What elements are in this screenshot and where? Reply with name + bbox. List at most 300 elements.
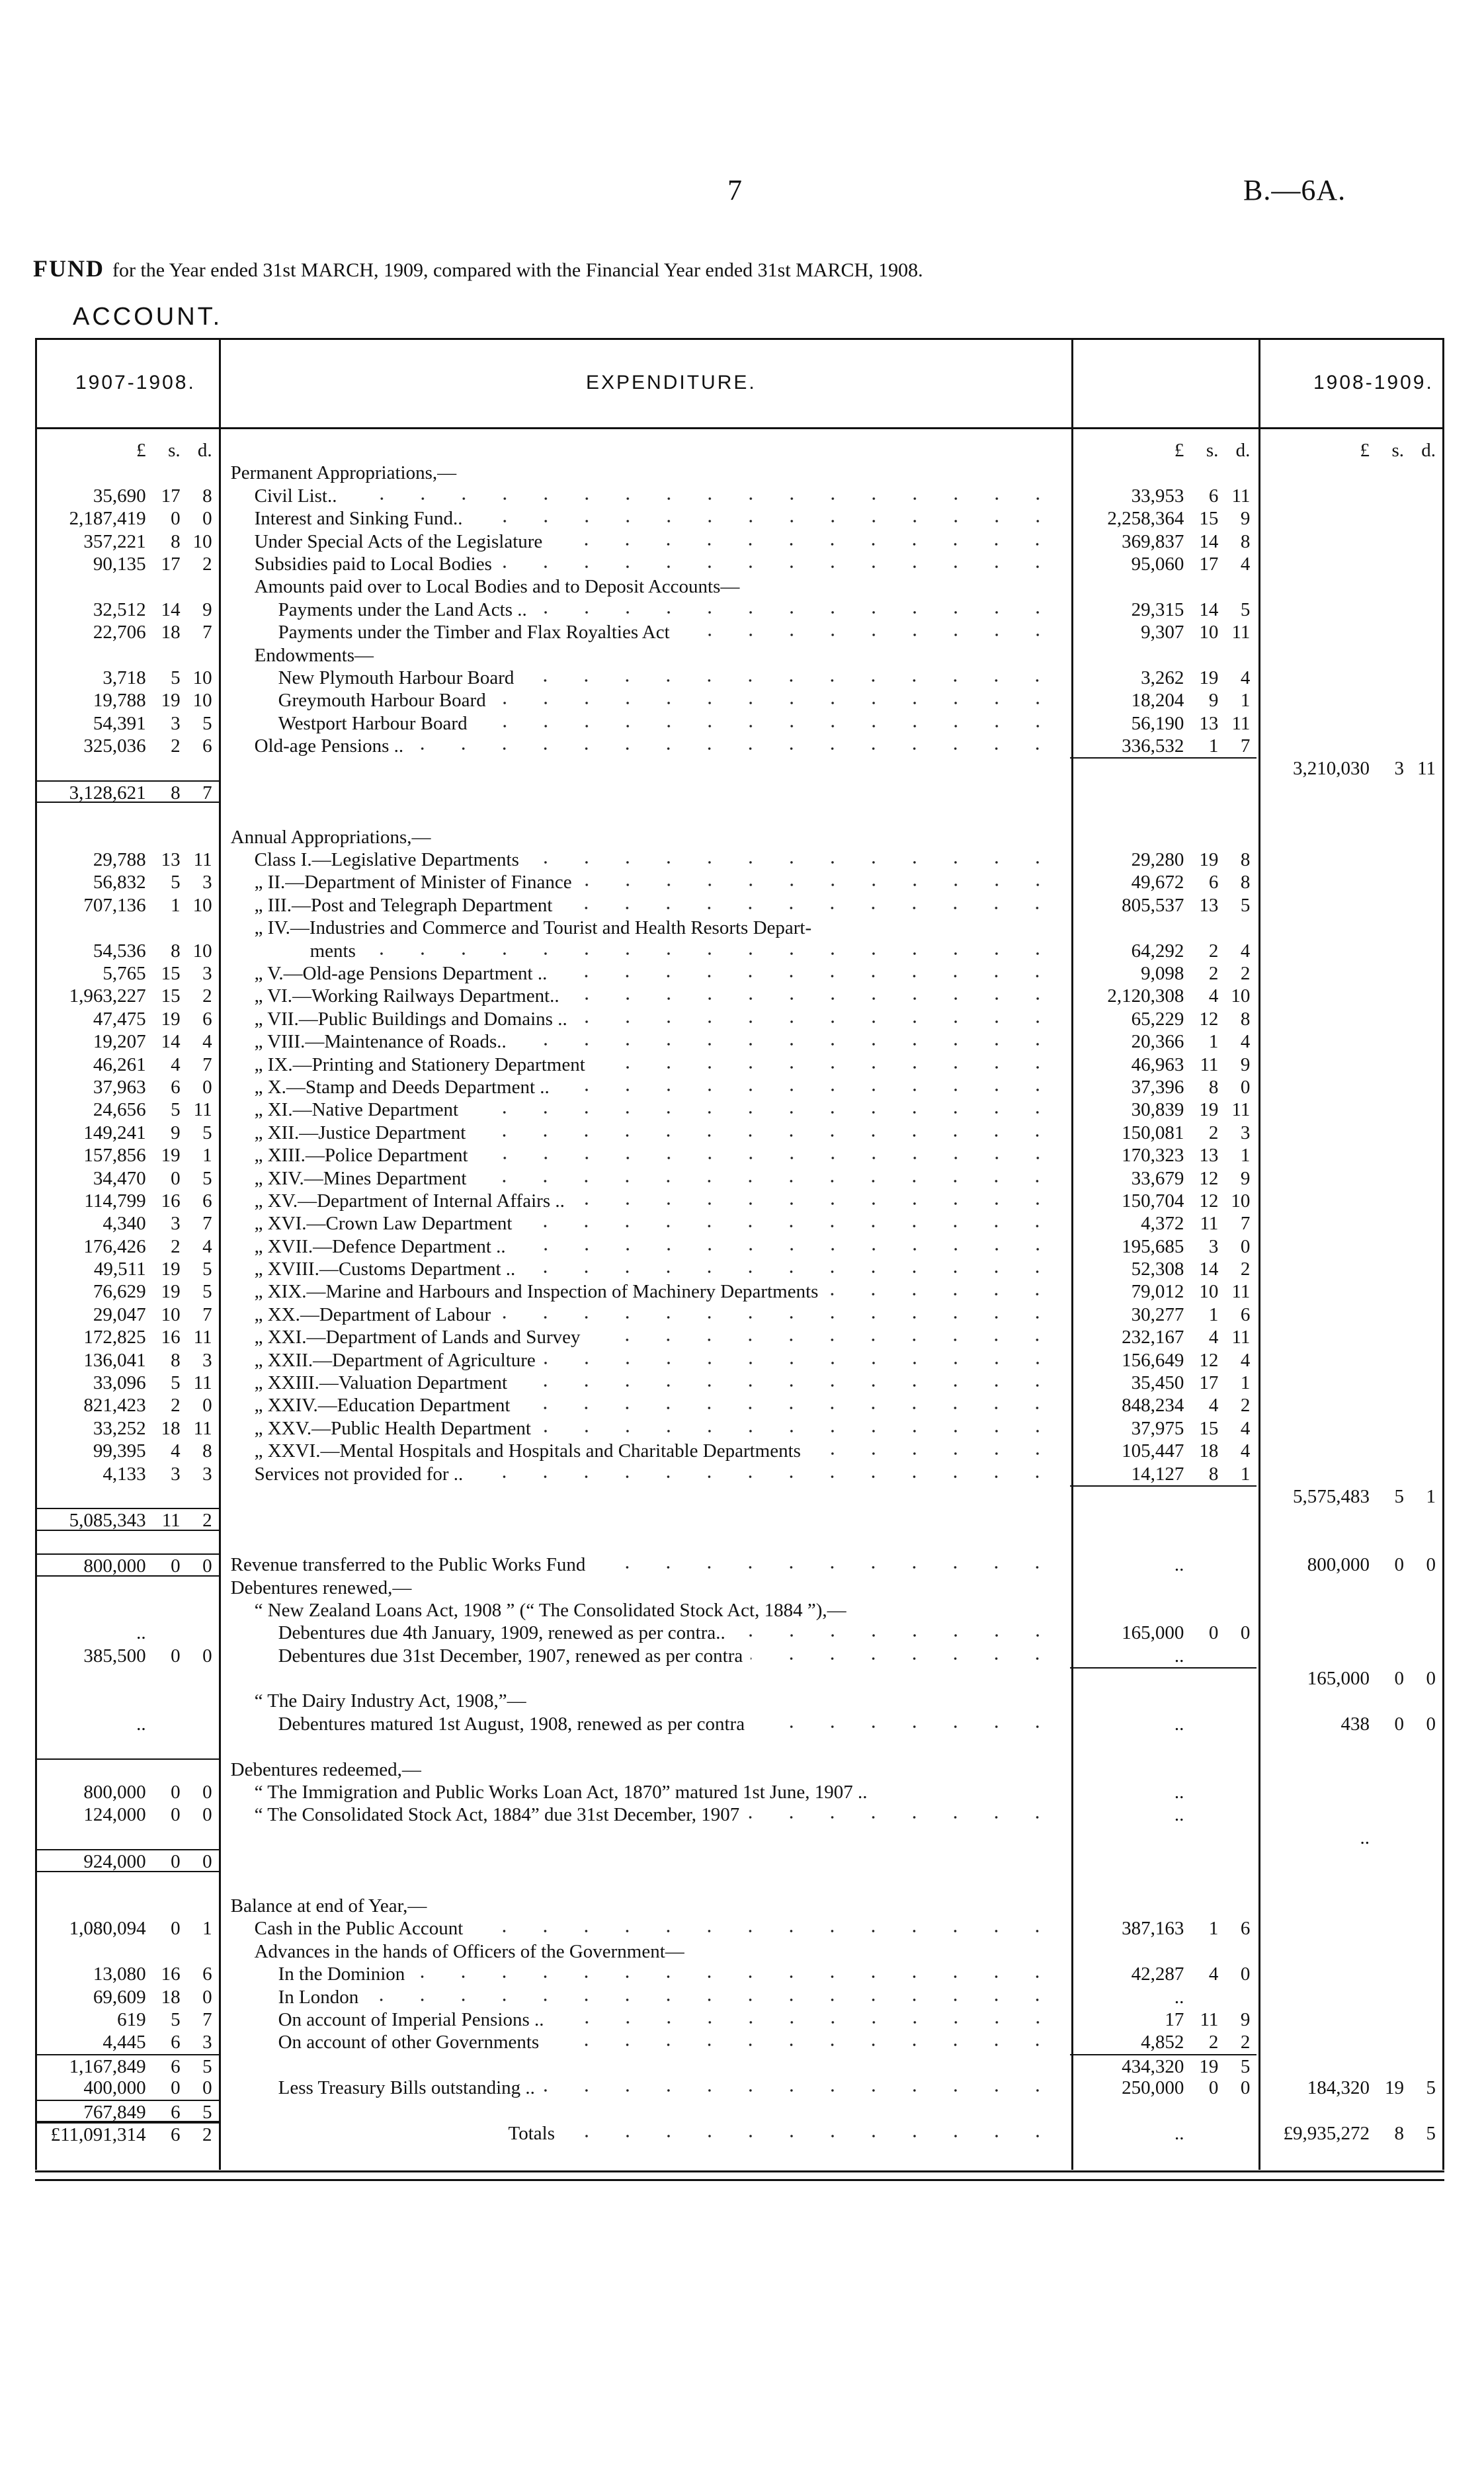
amount-shillings: 5: [171, 667, 181, 688]
item-label: „ XI.—Native Department: [254, 1099, 459, 1121]
amount-1908-1909: [1070, 1440, 1257, 1462]
amount-shillings: 5: [171, 1099, 181, 1121]
table-row: [37, 1280, 1442, 1303]
amount-shillings: 11: [1200, 1213, 1219, 1235]
amount-shillings: 19: [1199, 2055, 1219, 2077]
item-label: Payments under the Timber and Flax Royalties Act: [278, 622, 670, 643]
table-row: [37, 1303, 1442, 1326]
dot-leader: [573, 1190, 1058, 1212]
amount-1908-1909: [1070, 894, 1257, 917]
amount-pence: 0: [202, 1986, 212, 2008]
description: [219, 1326, 1070, 1348]
amount-pounds: 46,963: [1131, 1053, 1184, 1075]
amount-pounds: 3,262: [1141, 667, 1184, 688]
dot-leader: [515, 1030, 1058, 1053]
item-label: In London: [278, 1986, 359, 2008]
total-1908-1909: [1257, 1122, 1442, 1144]
amount-1907-1908: [37, 689, 219, 712]
total-1908-1909: [1257, 1349, 1442, 1372]
amount-pence: 11: [193, 849, 212, 871]
amount-1907-1908: [37, 2008, 219, 2031]
total-1908-1909: [1257, 1735, 1442, 1758]
amount-1907-1908: [37, 2054, 219, 2077]
amount-pounds: 35,690: [93, 485, 146, 507]
amount-shillings: [146, 1713, 181, 1735]
amount-1908-1909: [1070, 2100, 1257, 2122]
total-pounds: £9,935,272: [1283, 2122, 1370, 2144]
table-row: [37, 1030, 1442, 1053]
description: [219, 712, 1070, 735]
dot-leader: [563, 2122, 1058, 2145]
description: [219, 780, 1070, 803]
total-1908-1909: [1257, 1076, 1442, 1098]
item-label: „ VII.—Public Buildings and Domains ..: [254, 1008, 567, 1030]
amount-1908-1909: [1070, 1167, 1257, 1190]
total-shillings: 0: [1394, 1554, 1405, 1576]
description: [219, 1917, 1070, 1940]
amount-1908-1909: [1070, 917, 1257, 939]
item-label: Debentures redeemed,—: [230, 1758, 421, 1780]
amount-pounds: 30,277: [1131, 1303, 1184, 1325]
dot-leader: [809, 1440, 1058, 1462]
description: [219, 1030, 1070, 1053]
total-1908-1909: [1257, 1803, 1442, 1826]
table-row: [37, 644, 1442, 667]
amount-pounds: 18,204: [1131, 690, 1184, 712]
item-label: Annual Appropriations,—: [230, 826, 431, 848]
amount-1908-1909: [1070, 439, 1257, 462]
amount-1907-1908: [37, 485, 219, 507]
amount-shillings: 14: [1199, 530, 1219, 552]
total-1908-1909: [1257, 1212, 1442, 1235]
total-1908-1909: [1257, 1872, 1442, 1895]
amount-1907-1908: [37, 2122, 219, 2145]
item-label: Cash in the Public Account: [254, 1918, 464, 1940]
item-label: Debentures due 31st December, 1907, renewed as per contra: [278, 1645, 743, 1667]
amount-shillings: [1184, 1553, 1218, 1576]
amount-1907-1908: [37, 848, 219, 871]
table-row: [37, 1758, 1442, 1781]
amount-shillings: 3: [171, 1213, 181, 1235]
amount-1907-1908: [37, 1645, 219, 1667]
table-row: [37, 940, 1442, 962]
amount-shillings: 0: [171, 1167, 181, 1189]
amount-pence: 9: [1240, 2008, 1251, 2030]
description: [219, 1713, 1070, 1735]
total-1908-1909: [1257, 1622, 1442, 1644]
total-1908-1909: [1257, 507, 1442, 530]
dot-leader: [550, 530, 1058, 553]
amount-shillings: [1184, 1645, 1218, 1667]
table-row: [37, 1417, 1442, 1440]
amount-pounds: 707,136: [83, 894, 146, 916]
item-label: „ XV.—Department of Internal Affairs ..: [254, 1190, 565, 1212]
amount-shillings: [1184, 1713, 1218, 1735]
amount-pence: 2: [202, 985, 212, 1007]
amount-shillings: [1184, 1803, 1218, 1826]
expenditure-table: [35, 338, 1444, 2170]
item-label: Class I.—Legislative Departments: [254, 849, 519, 871]
amount-shillings: 18: [161, 1986, 181, 2008]
amount-1908-1909: [1070, 1030, 1257, 1053]
amount-pounds: 69,609: [93, 1986, 146, 2008]
description: [219, 2054, 1070, 2077]
dot-leader: [733, 1622, 1058, 1644]
amount-1908-1909: [1070, 2122, 1257, 2145]
description: [219, 1485, 1070, 1508]
amount-shillings: 0: [171, 1851, 181, 1873]
description: [219, 1349, 1070, 1372]
item-label: „ XVII.—Defence Department ..: [254, 1235, 506, 1257]
amount-1907-1908: [37, 712, 219, 735]
total-1908-1909: [1257, 940, 1442, 962]
amount-shillings: 2: [171, 1235, 181, 1257]
unit-label-pounds: £: [136, 440, 146, 461]
dot-leader: [523, 1258, 1058, 1280]
item-label: „ XXIV.—Education Department: [254, 1395, 511, 1417]
amount-shillings: 12: [1199, 1349, 1219, 1371]
dot-leader: [678, 621, 1058, 643]
description: [219, 1553, 1070, 1576]
amount-pence: 5: [1240, 2055, 1251, 2077]
dot-leader: [413, 1963, 1058, 1985]
dot-leader: [518, 1394, 1057, 1417]
dot-leader: [476, 1144, 1058, 1167]
total-1908-1909: [1257, 2077, 1442, 2099]
amount-pounds: 821,423: [83, 1395, 146, 1417]
amount-1907-1908: [37, 803, 219, 825]
amount-1907-1908: [37, 1349, 219, 1372]
amount-pence: 11: [193, 1327, 212, 1348]
amount-1908-1909: [1070, 780, 1257, 803]
total-1908-1909: [1257, 780, 1442, 803]
amount-pence: 11: [193, 1099, 212, 1121]
amount-shillings: 15: [161, 985, 181, 1007]
dot-leader: [560, 894, 1057, 917]
item-label: Permanent Appropriations,—: [230, 462, 457, 484]
total-pounds: 184,320: [1307, 2077, 1370, 2099]
amount-shillings: 14: [161, 598, 181, 620]
amount-pence: 2: [202, 1510, 212, 1532]
amount-1907-1908: [37, 507, 219, 530]
amount-pounds: 90,135: [93, 553, 146, 575]
amount-shillings: 10: [1199, 1281, 1219, 1303]
subtotal-row: [37, 1827, 1442, 1849]
amount-pounds: 37,963: [93, 1076, 146, 1098]
table-row: [37, 2077, 1442, 2099]
amount-shillings: 6: [171, 2124, 181, 2145]
amount-pence: 1: [1240, 1145, 1251, 1167]
item-label: On account of Imperial Pensions ..: [278, 2008, 544, 2030]
dot-leader: [747, 1803, 1058, 1826]
table-row: [37, 1122, 1442, 1144]
amount-pounds: 34,470: [93, 1167, 146, 1189]
item-label: Greymouth Harbour Board: [278, 690, 486, 712]
dot-leader: [499, 1303, 1058, 1326]
amount-1907-1908: [37, 1076, 219, 1098]
amount-shillings: 6: [171, 2055, 181, 2077]
amount-pence: 7: [1240, 1213, 1251, 1235]
amount-1907-1908: [37, 439, 219, 462]
item-label: „ XVIII.—Customs Department ..: [254, 1259, 516, 1280]
table-row: [37, 1167, 1442, 1190]
table-row: [37, 985, 1442, 1007]
total-1908-1909: [1257, 1258, 1442, 1280]
amount-shillings: 0: [171, 1782, 181, 1803]
description: [219, 2100, 1070, 2122]
item-label: „ XIV.—Mines Department: [254, 1167, 467, 1189]
amount-pence: [1218, 1986, 1250, 2008]
amount-shillings: [1184, 2122, 1218, 2145]
amount-pounds: 37,975: [1131, 1417, 1184, 1439]
amount-shillings: 0: [1208, 1622, 1219, 1644]
amount-1907-1908: [37, 644, 219, 667]
amount-shillings: 17: [161, 553, 181, 575]
amount-pounds: 136,041: [83, 1349, 146, 1371]
description: [219, 871, 1070, 893]
dot-leader: [593, 1553, 1057, 1576]
total-1908-1909: [1257, 2008, 1442, 2031]
amount-pounds: 29,788: [93, 849, 146, 871]
amount-1907-1908: [37, 553, 219, 575]
table-row: [37, 1645, 1442, 1667]
total-1908-1909: [1257, 2122, 1442, 2145]
amount-1908-1909: [1070, 575, 1257, 598]
amount-1907-1908: [37, 1531, 219, 1553]
amount-pounds: 24,656: [93, 1099, 146, 1121]
amount-pence: 0: [1240, 1622, 1251, 1644]
amount-pounds: ..: [1174, 1804, 1184, 1826]
amount-1908-1909: [1070, 507, 1257, 530]
amount-shillings: 3: [171, 1463, 181, 1485]
amount-1907-1908: [37, 1735, 219, 1758]
amount-shillings: 0: [171, 508, 181, 530]
amount-shillings: 3: [1208, 1235, 1219, 1257]
amount-shillings: 6: [171, 1076, 181, 1098]
description: [219, 962, 1070, 985]
description: [219, 1827, 1070, 1849]
description: [219, 1690, 1070, 1712]
amount-shillings: 9: [171, 1122, 181, 1143]
amount-1908-1909: [1070, 1303, 1257, 1326]
dot-leader: [345, 485, 1058, 507]
description: [219, 2031, 1070, 2053]
amount-1907-1908: [37, 1986, 219, 2008]
total-1908-1909: [1257, 1280, 1442, 1303]
item-label: Civil List..: [254, 485, 337, 507]
dot-leader: [474, 1122, 1057, 1144]
table-row: [37, 894, 1442, 917]
amount-1908-1909: [1070, 1372, 1257, 1394]
description: [219, 1599, 1070, 1622]
item-label: „ IV.—Industries and Commerce and Tourist and Health Resorts Depart-: [254, 917, 812, 939]
amount-shillings: 4: [171, 1053, 181, 1075]
dot-leader: [543, 2077, 1058, 2099]
amount-1907-1908: [37, 2077, 219, 2099]
description: [219, 1258, 1070, 1280]
description: [219, 2008, 1070, 2031]
description: [219, 1372, 1070, 1394]
amount-pounds: ..: [1174, 1782, 1184, 1803]
amount-pence: 9: [1240, 1053, 1251, 1075]
description: [219, 894, 1070, 917]
unit-label-shillings: s.: [168, 440, 181, 461]
total-1908-1909: [1257, 553, 1442, 575]
amount-pounds: 19,788: [93, 690, 146, 712]
amount-pence: 11: [193, 1372, 212, 1394]
amount-shillings: 18: [161, 622, 181, 643]
amount-pence: 3: [202, 1349, 212, 1371]
description: [219, 985, 1070, 1007]
total-1908-1909: [1257, 1645, 1442, 1667]
amount-1908-1909: [1070, 1235, 1257, 1258]
amount-shillings: 14: [1199, 598, 1219, 620]
amount-shillings: 18: [1199, 1440, 1219, 1462]
amount-1908-1909: [1070, 1053, 1257, 1076]
document-reference: B.—6A.: [1243, 174, 1346, 206]
item-label: „ XII.—Justice Department: [254, 1122, 466, 1143]
amount-1908-1909: [1070, 1986, 1257, 2008]
dot-leader: [527, 848, 1058, 871]
amount-1908-1909: [1070, 1849, 1257, 1872]
amount-1907-1908: [37, 1895, 219, 1917]
amount-shillings: 16: [161, 1190, 181, 1212]
amount-shillings: 15: [1199, 1417, 1219, 1439]
table-row: [37, 871, 1442, 893]
dot-leader: [471, 1463, 1057, 1485]
amount-pence: 3: [202, 872, 212, 893]
item-label: On account of other Governments: [278, 2032, 540, 2053]
amount-1907-1908: [37, 1440, 219, 1462]
amount-1907-1908: [37, 1372, 219, 1394]
amount-pounds: 35,450: [1131, 1372, 1184, 1394]
item-label: Less Treasury Bills outstanding ..: [278, 2077, 535, 2099]
amount-shillings: 4: [1208, 1327, 1219, 1348]
amount-1908-1909: [1070, 1645, 1257, 1667]
amount-pounds: 95,060: [1131, 553, 1184, 575]
total-shillings: 8: [1394, 2122, 1404, 2144]
total-1908-1909: [1257, 1599, 1442, 1622]
amount-pence: 1: [1240, 690, 1251, 712]
amount-1908-1909: [1070, 1917, 1257, 1940]
total-1908-1909: [1257, 735, 1442, 757]
amount-pounds: 99,395: [93, 1440, 146, 1462]
amount-pounds: 56,190: [1131, 712, 1184, 734]
amount-pence: 0: [202, 2077, 212, 2099]
item-label: Under Special Acts of the Legislature: [254, 530, 543, 552]
description: [219, 1577, 1070, 1599]
dot-leader: [575, 1008, 1058, 1030]
description: [219, 667, 1070, 689]
dot-leader: [547, 2031, 1058, 2053]
unit-label-pounds: £: [1174, 440, 1184, 461]
amount-shillings: 0: [171, 1555, 181, 1577]
amount-pence: 5: [202, 1281, 212, 1303]
amount-shillings: 1: [1208, 1031, 1219, 1053]
description: [219, 940, 1070, 962]
amount-pounds: 54,391: [93, 712, 146, 734]
dot-leader: [366, 1986, 1058, 2008]
amount-pounds: 434,320: [1122, 2055, 1184, 2077]
amount-shillings: 16: [161, 1327, 181, 1348]
amount-1907-1908: [37, 1167, 219, 1190]
description: [219, 1008, 1070, 1030]
total-pounds: 438: [1340, 1713, 1370, 1735]
amount-1908-1909: [1070, 1531, 1257, 1553]
subtotal-row: [37, 757, 1442, 780]
amount-1907-1908: [37, 985, 219, 1007]
table-row: [37, 507, 1442, 530]
amount-pence: [1218, 1553, 1250, 1576]
dot-leader: [557, 1076, 1058, 1098]
subtotal-row: [37, 780, 1442, 803]
amount-pence: 4: [1240, 940, 1251, 962]
description: [219, 553, 1070, 575]
amount-pounds: 33,252: [93, 1417, 146, 1439]
dot-leader: [474, 1167, 1057, 1190]
table-row: [37, 1917, 1442, 1940]
amount-pence: 5: [1240, 894, 1251, 916]
item-label: Advances in the hands of Officers of the Government—: [254, 1940, 684, 1962]
amount-1907-1908: [37, 462, 219, 484]
amount-1908-1909: [1070, 2008, 1257, 2031]
amount-pounds: 76,629: [93, 1281, 146, 1303]
amount-pence: 7: [202, 1053, 212, 1075]
amount-1908-1909: [1070, 1963, 1257, 1985]
amount-shillings: 19: [161, 1259, 181, 1280]
amount-1908-1909: [1070, 1144, 1257, 1167]
amount-pence: 3: [1240, 1122, 1251, 1143]
total-1908-1909: [1257, 575, 1442, 598]
amount-1907-1908: [37, 1030, 219, 1053]
amount-shillings: 11: [1200, 1053, 1219, 1075]
amount-pounds: 619: [117, 2008, 146, 2030]
amount-pounds: 42,287: [1131, 1963, 1184, 1985]
unit-label-pence: d.: [1421, 440, 1436, 461]
dot-leader: [555, 962, 1057, 985]
table-row: [37, 1440, 1442, 1462]
amount-pounds: 400,000: [83, 2077, 146, 2099]
amount-shillings: 4: [171, 1440, 181, 1462]
total-1908-1909: [1257, 1713, 1442, 1735]
total-1908-1909: [1257, 848, 1442, 871]
amount-shillings: 0: [1208, 2077, 1219, 2099]
amount-1908-1909: [1070, 1098, 1257, 1121]
item-label: „ VIII.—Maintenance of Roads..: [254, 1031, 507, 1053]
amount-shillings: [1184, 1986, 1218, 2008]
total-1908-1909: [1257, 621, 1442, 643]
description: [219, 1190, 1070, 1212]
description: [219, 2077, 1070, 2099]
amount-shillings: 10: [1199, 622, 1219, 643]
amount-1908-1909: [1070, 1577, 1257, 1599]
amount-shillings: 2: [1208, 940, 1219, 962]
amount-1908-1909: [1070, 621, 1257, 643]
table-row: [37, 621, 1442, 643]
amount-pence: 6: [1240, 1303, 1251, 1325]
description: [219, 1235, 1070, 1258]
item-label: „ XXVI.—Mental Hospitals and Hospitals and Charitable Departments: [254, 1440, 801, 1462]
total-1908-1909: [1257, 1758, 1442, 1781]
amount-pounds: 385,500: [83, 1645, 146, 1667]
amount-1907-1908: [37, 962, 219, 985]
item-label: „ XIX.—Marine and Harbours and Inspection of Machinery Departments: [254, 1281, 819, 1303]
amount-shillings: 19: [161, 1281, 181, 1303]
amount-shillings: 6: [1208, 485, 1219, 507]
amount-1908-1909: [1070, 667, 1257, 689]
amount-pence: 6: [1240, 1918, 1251, 1940]
amount-1907-1908: [37, 1212, 219, 1235]
